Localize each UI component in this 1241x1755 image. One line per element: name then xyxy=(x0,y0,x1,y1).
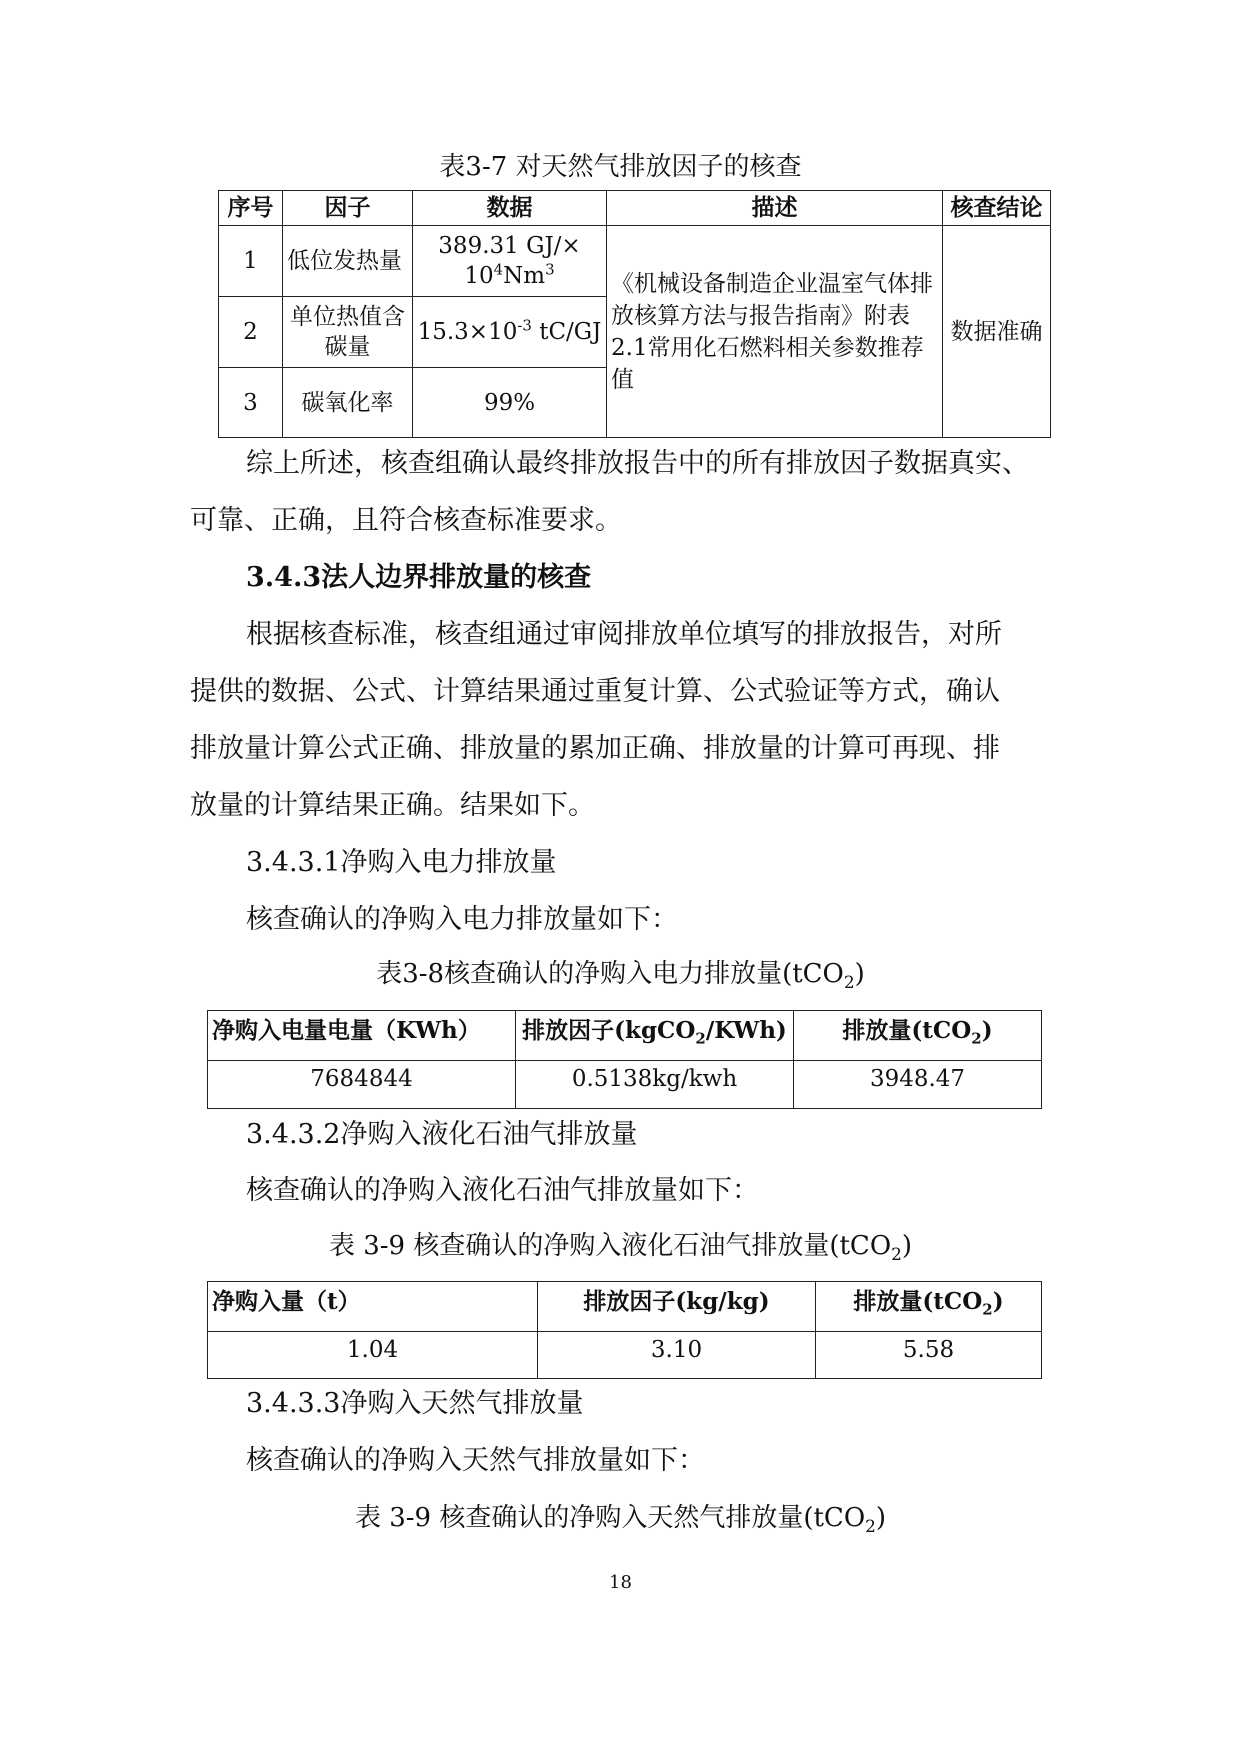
table-row xyxy=(208,1061,1042,1109)
table-header: 序号 xyxy=(219,191,283,226)
data-cell xyxy=(413,226,607,297)
table-3-7-caption: 表3-7 对天然气排放因子的核查 xyxy=(439,152,802,182)
table-header: 排放量(tCO$_2$) xyxy=(794,1011,1042,1061)
paragraph-line: 根据核查标准，核查组通过审阅排放单位填写的排放报告，对所 xyxy=(246,619,1002,650)
table-3-9b-caption: 表 3-9 核查确认的净购入天然气排放量(tCO$_2$) xyxy=(354,1503,887,1537)
paragraph-line: 排放量计算公式正确、排放量的累加正确、排放量的计算可再现、排 xyxy=(190,733,1000,764)
description-cell: 《机械设备制造企业温室气体排放核算方法与报告指南》附表2.1常用化石燃料相关参数推荐值 xyxy=(607,226,943,438)
table-cell: 0.5138kg/kwh xyxy=(516,1061,794,1109)
conclusion-cell: 数据准确 xyxy=(943,226,1051,438)
table-row xyxy=(208,1332,1042,1379)
paragraph-line: 综上所述，核查组确认最终排放报告中的所有排放因子数据真实、 xyxy=(246,448,1029,479)
table-cell: 7684844 xyxy=(208,1061,516,1109)
paragraph-line: 可靠、正确，且符合核查标准要求。 xyxy=(190,505,622,536)
paragraph-line: 核查确认的净购入天然气排放量如下： xyxy=(246,1445,705,1476)
table-3-7 xyxy=(218,190,1051,438)
row-number: 2 xyxy=(219,297,283,368)
table-3-8 xyxy=(207,1010,1042,1109)
table-header: 核查结论 xyxy=(943,191,1051,226)
row-number: 1 xyxy=(219,226,283,297)
table-cell: 3.10 xyxy=(538,1332,816,1379)
table-header: 描述 xyxy=(607,191,943,226)
table-header: 排放因子(kgCO$_2$/KWh) xyxy=(516,1011,794,1061)
subsection-title: 3.4.3.2净购入液化石油气排放量 xyxy=(246,1119,638,1150)
paragraph-line: 核查确认的净购入液化石油气排放量如下： xyxy=(246,1175,759,1206)
data-cell: $15.3\times 10^{-3}$ tC/GJ xyxy=(413,297,607,368)
data-line-2: $10^4Nm^3$ xyxy=(464,260,555,289)
paragraph-line: 核查确认的净购入电力排放量如下： xyxy=(246,904,678,935)
section-heading-3-4-3: 3.4.3法人边界排放量的核查 xyxy=(246,562,592,593)
factor-cell: 低位发热量 xyxy=(283,226,413,297)
table-header: 净购入量（t） xyxy=(208,1282,538,1332)
page-number: 18 xyxy=(609,1572,632,1593)
data-line-1: 389.31 GJ/× xyxy=(438,233,581,259)
table-row xyxy=(219,226,1051,297)
table-3-9-caption: 表 3-9 核查确认的净购入液化石油气排放量(tCO$_2$) xyxy=(328,1231,913,1265)
table-header: 排放量(tCO$_2$) xyxy=(816,1282,1042,1332)
table-3-8-caption: 表3-8核查确认的净购入电力排放量(tCO$_2$) xyxy=(376,959,865,993)
table-cell: 3948.47 xyxy=(794,1061,1042,1109)
row-number: 3 xyxy=(219,368,283,438)
subsection-title: 3.4.3.1净购入电力排放量 xyxy=(246,847,557,878)
table-header: 净购入电量电量（KWh） xyxy=(208,1011,516,1061)
factor-cell: 碳氧化率 xyxy=(283,368,413,438)
table-header: 因子 xyxy=(283,191,413,226)
table-header: 排放因子(kg/kg) xyxy=(538,1282,816,1332)
data-cell: 99% xyxy=(413,368,607,438)
paragraph-line: 提供的数据、公式、计算结果通过重复计算、公式验证等方式，确认 xyxy=(190,676,1000,707)
subsection-title: 3.4.3.3净购入天然气排放量 xyxy=(246,1388,584,1419)
table-header: 数据 xyxy=(413,191,607,226)
paragraph-line: 放量的计算结果正确。结果如下。 xyxy=(190,790,595,821)
factor-cell: 单位热值含碳量 xyxy=(283,297,413,368)
table-cell: 5.58 xyxy=(816,1332,1042,1379)
table-cell: 1.04 xyxy=(208,1332,538,1379)
table-3-9 xyxy=(207,1281,1042,1379)
